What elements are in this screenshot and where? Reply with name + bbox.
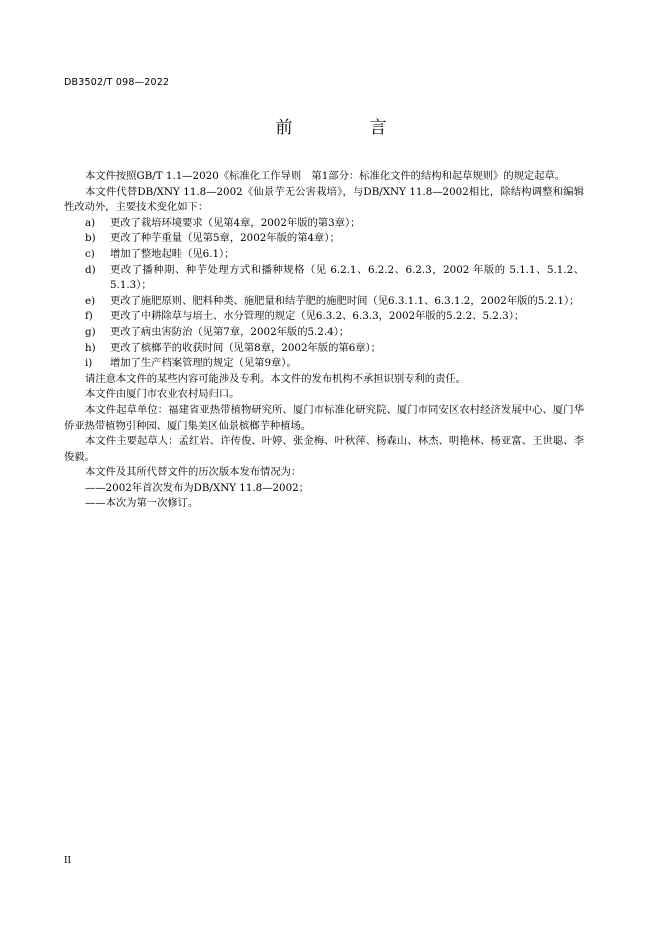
list-item [64, 356, 584, 372]
paragraph-history-intro: 本文件及其所代替文件的历次版本发布情况为： [85, 466, 302, 479]
foreword-body [64, 169, 584, 512]
history-item: ——2002年首次发布为DB/XNY 11.8—2002； [85, 481, 310, 494]
list-marker: e) [85, 294, 96, 307]
list-marker: d) [85, 263, 96, 276]
list-item [64, 294, 584, 310]
document-code: DB3502/T 098—2022 [64, 77, 170, 88]
list-marker: g) [85, 325, 96, 338]
list-marker: b) [85, 232, 96, 245]
list-item [64, 263, 584, 294]
list-item [64, 216, 584, 232]
list-text: 更改了播种期、种芋处理方式和播种规格（见 6.2.1、6.2.2、6.2.3，2002 年版的 5.1.1、5.1.2、5.1.3）； [110, 263, 584, 292]
history-item: ——本次为第一次修订。 [85, 497, 199, 510]
list-item [64, 325, 584, 341]
paragraph-proposer: 本文件由厦门市农业农村局归口。 [85, 388, 240, 401]
paragraph-drafting-units: 本文件起草单位：福建省亚热带植物研究所、厦门市标准化研究院、厦门市同安区农村经济发展中心、厦门华侨亚热带植物引种园、厦门集美区仙景槟榔芋种植场。 [64, 403, 584, 432]
list-text: 更改了种芋重量（见第5章，2002年版的第4章）； [110, 232, 340, 245]
list-item [64, 341, 584, 357]
list-text: 增加了生产档案管理的规定（见第9章）。 [110, 357, 297, 370]
list-marker: f) [85, 310, 93, 323]
paragraph-drafters: 本文件主要起草人：孟红岩、许传俊、叶婷、张金梅、叶秋萍、杨森山、林杰、明艳林、杨亚富、王世聪、李俊毅。 [64, 435, 584, 463]
list-text: 更改了施肥原则、肥料种类、施肥量和结芋肥的施肥时间（见6.3.1.1、6.3.1.2，2002年版的5.2.1）； [110, 294, 580, 307]
list-marker: h) [85, 341, 96, 354]
list-text: 更改了中耕除草与培土、水分管理的规定（见6.3.2、6.3.3，2002年版的5.2.2、5.2.3）； [110, 310, 525, 323]
paragraph-replacement: 本文件代替DB/XNY 11.8—2002《仙景芋无公害栽培》，与DB/XNY 11.8—2002相比，除结构调整和编辑性改动外，主要技术变化如下： [64, 185, 584, 214]
list-item [64, 247, 584, 263]
list-item [64, 231, 584, 247]
paragraph-drafting-basis: 本文件按照GB/T 1.1—2020《标准化工作导则 第1部分：标准化文件的结构和起草规则》的规定起草。 [85, 170, 566, 182]
page-title: 前 言 [275, 118, 417, 138]
list-item [64, 309, 584, 325]
list-marker: i) [85, 357, 93, 370]
page-number: II [64, 856, 72, 866]
list-text: 更改了栽培环境要求（见第4章，2002年版的第3章）； [110, 216, 361, 229]
list-text: 增加了整地起畦（见6.1）； [110, 247, 235, 260]
paragraph-patent-notice: 请注意本文件的某些内容可能涉及专利。本文件的发布机构不承担识别专利的责任。 [85, 372, 466, 385]
list-marker: a) [85, 216, 96, 229]
list-text: 更改了槟榔芋的收获时间（见第8章，2002年版的第6章）； [110, 341, 381, 354]
list-marker: c) [85, 247, 95, 260]
list-text: 更改了病虫害防治（见第7章，2002年版的5.2.4）； [110, 325, 350, 338]
